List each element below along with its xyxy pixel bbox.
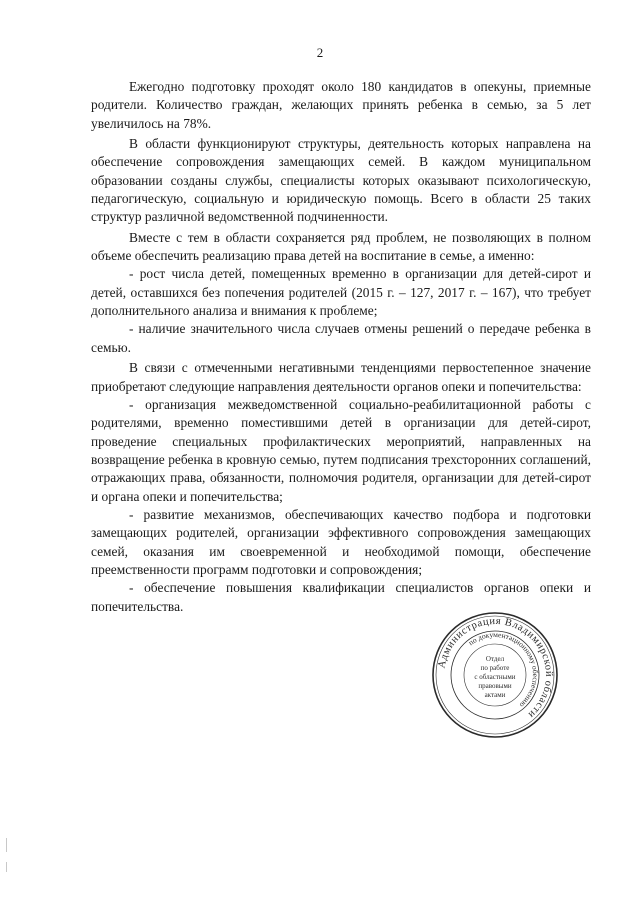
paragraph: В связи с отмеченными негативными тенденциями первостепенное значение приобретают следующие направления деятельности органов опеки и попечительства: [91,360,591,394]
list-item: - обеспечение повышения квалификации специалистов органов опеки и попечительства. [91,580,591,614]
document-body [91,78,591,616]
stamp-inner-line: по работе [480,664,510,672]
stamp-middle-text: по документационному обеспечению [466,629,541,710]
stamp-inner-line: правовыми [478,682,512,690]
stamp-inner-line: с областными [474,673,516,681]
scan-margin-mark [6,862,7,872]
list-item: - организация межведомственной социально-реабилитационной работы с родителями, временно поместившими детей в организации для детей-сирот, проведение специальных профилактических мероприятий, направленных на возвращение ребенка в кровную семью, путем подписания трехсторонних соглашений, отражающих права, обязанности, полномочия родителя, организации для детей-сирот и органа опеки и попечительства; [91,396,591,504]
stamp-inner-line: актами [484,691,506,699]
paragraph: Вместе с тем в области сохраняется ряд проблем, не позволяющих в полном объеме обеспечить реализацию права детей на воспитание в семье, а именно: [91,229,591,264]
stamp-seal-icon [431,611,559,739]
paragraph: В области функционируют структуры, деятельность которых направлена на обеспечение сопровождения замещающих семей. В каждом муниципальном образовании созданы службы, специалисты которых оказывают психологическую, педагогическую, социальную и юридическую помощь. Всего в области 25 таких структур различной ведомственной подчиненности. [91,136,591,225]
list-item: - рост числа детей, помещенных временно в организации для детей-сирот и детей, оставшихся без попечения родителей (2015 г. – 127, 2017 г. – 167), что требует дополнительного анализа и внимания к проблеме; [91,266,591,319]
paragraph: Ежегодно подготовку проходят около 180 кандидатов в опекуны, приемные родители. Количество граждан, желающих принять ребенка в семью, за 5 лет увеличилось на 78%. [91,79,591,131]
list-item: - наличие значительного числа случаев отмены решений о передаче ребенка в семью. [91,321,591,355]
list-item: - развитие механизмов, обеспечивающих качество подбора и подготовки замещающих родителей, организации эффективного сопровождения замещающих семей, оказания им своевременной и необходимой помощи, обеспечение преемственности программ подготовки и сопровождения; [91,506,591,577]
official-stamp [431,611,559,739]
stamp-outer-text: Администрация Владимирской области [436,615,555,721]
page-number: 2 [316,45,324,60]
scan-margin-mark [6,838,7,852]
stamp-inner-line: Отдел [485,655,505,663]
